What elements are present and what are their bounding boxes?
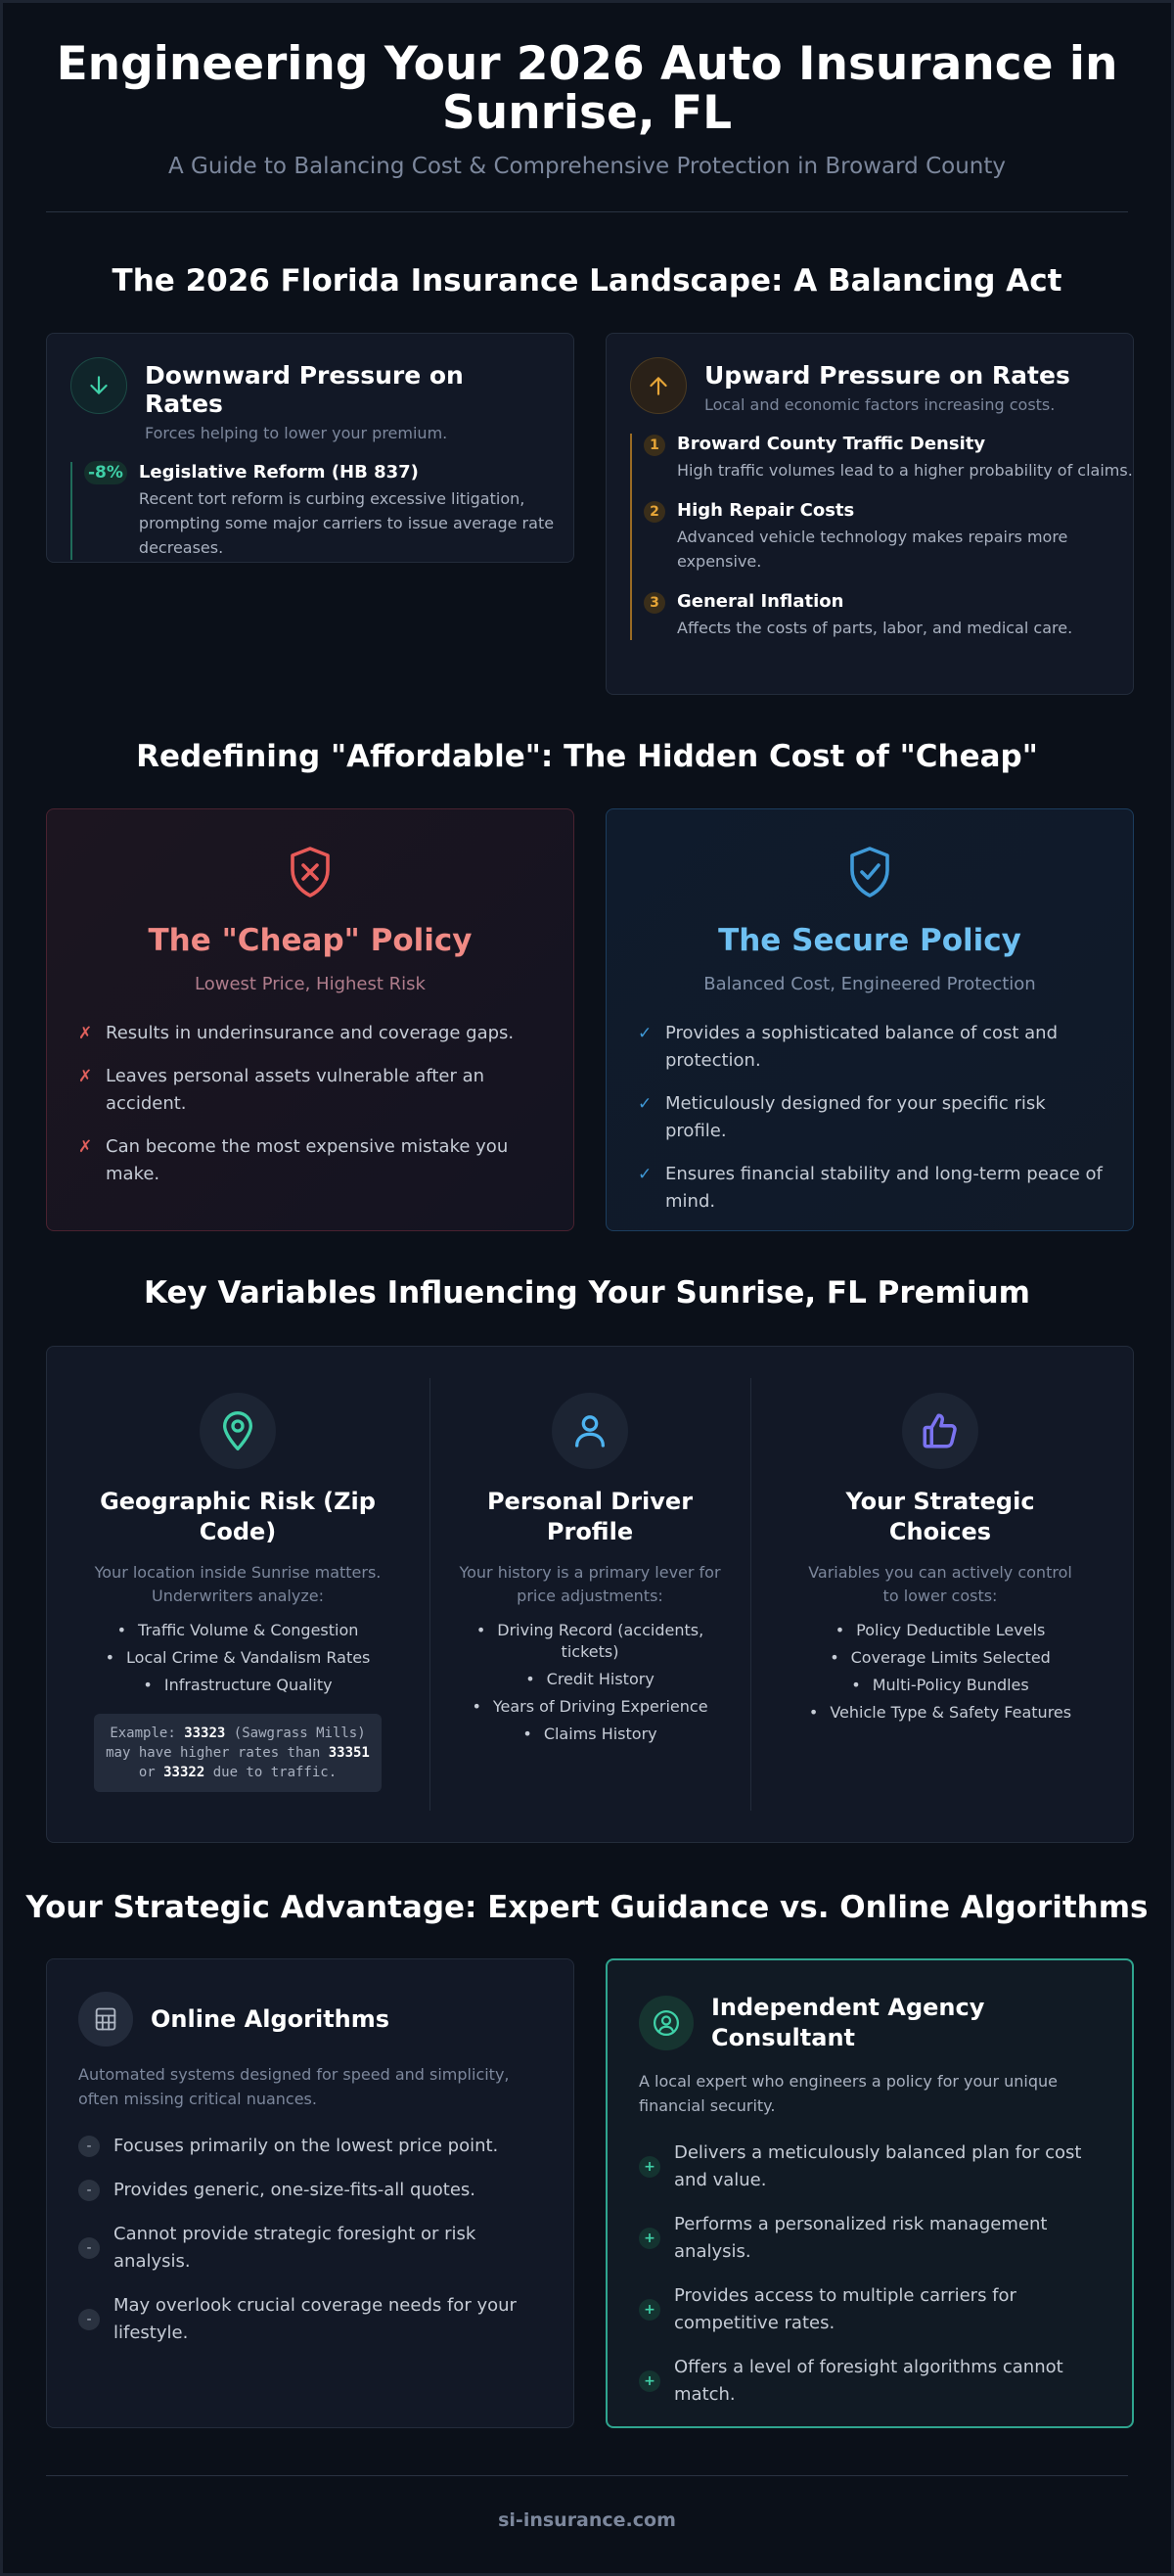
column-divider xyxy=(429,1378,430,1811)
page-title: Engineering Your 2026 Auto Insurance in Sunrise, FL xyxy=(56,37,1118,140)
list-item: • Policy Deductible Levels xyxy=(774,1620,1106,1641)
online-algorithms-description: Automated systems designed for speed and simplicity, often missing critical nuances. xyxy=(78,2065,510,2108)
variable-column-strategic xyxy=(774,1393,1106,1729)
calculator-icon xyxy=(78,1992,133,2047)
list-item: • Multi-Policy Bundles xyxy=(774,1675,1106,1696)
footer-site-link[interactable]: si-insurance.com xyxy=(498,2509,676,2531)
factor-item xyxy=(644,500,1133,574)
list-item: • Credit History xyxy=(453,1669,727,1690)
secure-policy-title: The Secure Policy xyxy=(718,923,1021,958)
independent-agency-list xyxy=(639,2139,1101,2409)
header xyxy=(3,3,1171,179)
independent-agency-title: Independent Agency Consultant xyxy=(711,1994,985,2051)
header-divider xyxy=(46,211,1128,212)
shield-check-icon xyxy=(607,845,1133,903)
minus-icon: - xyxy=(78,2136,100,2157)
list-item: • Infrastructure Quality xyxy=(82,1675,393,1696)
list-item-text: Results in underinsurance and coverage gaps. xyxy=(106,1023,515,1043)
downward-factor-list xyxy=(70,462,573,560)
footer-divider xyxy=(46,2475,1128,2476)
list-item-text: Can become the most expensive mistake you make. xyxy=(106,1136,509,1184)
rate-decrease-badge: -8% xyxy=(84,461,127,484)
downward-pressure-card xyxy=(46,333,574,563)
factor-number-badge: 1 xyxy=(644,435,665,456)
check-mark-icon: ✓ xyxy=(638,1024,653,1043)
example-zip-c: 33322 xyxy=(163,1765,205,1780)
secure-policy-card xyxy=(606,808,1134,1231)
online-algorithms-list xyxy=(78,2133,542,2347)
online-algorithms-title: Online Algorithms xyxy=(151,2004,390,2033)
list-item-text: Focuses primarily on the lowest price point. xyxy=(113,2136,499,2156)
list-item-text: Provides access to multiple carriers for competitive rates. xyxy=(674,2285,1016,2333)
variable-title: Your Strategic Choices xyxy=(845,1488,1035,1545)
list-item-text: Provides generic, one-size-fits-all quotes. xyxy=(113,2180,476,2200)
upward-subtitle: Local and economic factors increasing costs. xyxy=(704,395,1056,414)
example-or: or xyxy=(138,1765,156,1780)
cheap-policy-title: The "Cheap" Policy xyxy=(148,923,473,958)
x-mark-icon: ✗ xyxy=(78,1137,93,1157)
page-subtitle: A Guide to Balancing Cost & Comprehensive Protection in Broward County xyxy=(168,154,1006,179)
section-title-landscape: The 2026 Florida Insurance Landscape: A Balancing Act xyxy=(112,263,1062,299)
upward-pressure-card xyxy=(606,333,1134,695)
list-item: • Years of Driving Experience xyxy=(453,1696,727,1718)
section-title-advantage: Your Strategic Advantage: Expert Guidance vs. Online Algorithms xyxy=(25,1890,1149,1925)
factor-number-badge: 3 xyxy=(644,592,665,614)
example-zip-a-note: (Sawgrass Mills) xyxy=(233,1725,366,1741)
plus-icon: + xyxy=(639,2370,660,2392)
factor-description: Recent tort reform is curbing excessive litigation, prompting some major carriers to issue average rate decreases. xyxy=(138,489,555,557)
list-item: • Claims History xyxy=(453,1724,727,1745)
factor-description: Advanced vehicle technology makes repairs more expensive. xyxy=(677,528,1068,571)
plus-icon: + xyxy=(639,2228,660,2249)
factor-description: Affects the costs of parts, labor, and medical care. xyxy=(677,619,1073,637)
independent-agency-card xyxy=(606,1958,1134,2428)
downward-title: Downward Pressure on Rates xyxy=(145,361,464,418)
check-mark-icon: ✓ xyxy=(638,1094,653,1114)
variable-list xyxy=(453,1620,727,1745)
secure-policy-subtitle: Balanced Cost, Engineered Protection xyxy=(703,974,1036,994)
example-prefix: Example: xyxy=(110,1725,176,1741)
factor-item xyxy=(644,591,1133,640)
variable-column-geographic xyxy=(82,1393,393,1792)
factor-item xyxy=(84,462,573,560)
upward-factor-list xyxy=(630,434,1133,640)
check-mark-icon: ✓ xyxy=(638,1165,653,1184)
user-circle-icon xyxy=(639,1996,694,2050)
variable-description: Your location inside Sunrise matters. Underwriters analyze: xyxy=(94,1563,382,1605)
user-icon xyxy=(552,1393,628,1469)
section-title-affordable: Redefining "Affordable": The Hidden Cost of "Cheap" xyxy=(136,739,1038,774)
list-item xyxy=(78,1133,544,1188)
plus-icon: + xyxy=(639,2156,660,2178)
list-item xyxy=(78,2221,542,2276)
key-variables-card xyxy=(46,1346,1134,1843)
x-mark-icon: ✗ xyxy=(78,1024,93,1043)
list-item-text: Performs a personalized risk management analysis. xyxy=(674,2214,1048,2262)
variable-description: Your history is a primary lever for price adjustments: xyxy=(459,1563,721,1605)
factor-number-badge: 2 xyxy=(644,501,665,523)
factor-item xyxy=(644,434,1133,483)
list-item xyxy=(78,2177,542,2204)
list-item: • Traffic Volume & Congestion xyxy=(82,1620,393,1641)
variable-list xyxy=(774,1620,1106,1724)
list-item: • Coverage Limits Selected xyxy=(774,1647,1106,1669)
factor-title: General Inflation xyxy=(677,591,844,612)
list-item xyxy=(638,1020,1104,1075)
thumbs-up-icon xyxy=(902,1393,978,1469)
example-middle: may have higher rates than xyxy=(106,1745,321,1761)
shield-x-icon xyxy=(47,845,573,903)
downward-subtitle: Forces helping to lower your premium. xyxy=(145,424,448,442)
upward-title: Upward Pressure on Rates xyxy=(704,361,1070,390)
variable-title: Geographic Risk (Zip Code) xyxy=(100,1488,376,1545)
variable-title: Personal Driver Profile xyxy=(486,1488,694,1545)
plus-icon: + xyxy=(639,2299,660,2321)
map-pin-icon xyxy=(200,1393,276,1469)
list-item-text: Provides a sophisticated balance of cost and protection. xyxy=(665,1023,1059,1071)
list-item xyxy=(639,2211,1101,2266)
minus-icon: - xyxy=(78,2180,100,2201)
list-item xyxy=(639,2354,1101,2409)
factor-title: High Repair Costs xyxy=(677,500,855,521)
list-item xyxy=(78,2133,542,2160)
factor-description: High traffic volumes lead to a higher probability of claims. xyxy=(677,461,1133,480)
zip-code-example xyxy=(94,1714,382,1792)
list-item xyxy=(639,2139,1101,2194)
secure-policy-list xyxy=(638,1020,1104,1216)
list-item-text: Cannot provide strategic foresight or risk analysis. xyxy=(113,2224,476,2272)
list-item-text: Delivers a meticulously balanced plan for cost and value. xyxy=(674,2142,1082,2190)
list-item xyxy=(638,1090,1104,1145)
list-item-text: Leaves personal assets vulnerable after an accident. xyxy=(106,1066,485,1114)
list-item-text: Offers a level of foresight algorithms cannot match. xyxy=(674,2357,1063,2405)
minus-icon: - xyxy=(78,2237,100,2259)
factor-title: Broward County Traffic Density xyxy=(677,434,986,454)
factor-title: Legislative Reform (HB 837) xyxy=(138,462,419,483)
variable-list xyxy=(82,1620,393,1696)
arrow-down-icon xyxy=(70,357,127,414)
list-item-text: Meticulously designed for your specific risk profile. xyxy=(665,1093,1046,1141)
example-suffix: due to traffic. xyxy=(212,1765,338,1780)
independent-agency-description: A local expert who engineers a policy for your unique financial security. xyxy=(639,2072,1058,2115)
list-item: • Local Crime & Vandalism Rates xyxy=(82,1647,393,1669)
list-item-text: May overlook crucial coverage needs for your lifestyle. xyxy=(113,2295,517,2343)
list-item xyxy=(78,1020,544,1047)
minus-icon: - xyxy=(78,2309,100,2330)
column-divider xyxy=(750,1378,751,1811)
arrow-up-icon xyxy=(630,357,687,414)
example-zip-b: 33351 xyxy=(328,1745,370,1761)
list-item: • Driving Record (accidents, tickets) xyxy=(453,1620,727,1663)
list-item xyxy=(639,2282,1101,2337)
variable-column-driver xyxy=(453,1393,727,1751)
cheap-policy-list xyxy=(78,1020,544,1188)
list-item xyxy=(78,2292,542,2347)
list-item xyxy=(78,1063,544,1118)
list-item xyxy=(638,1161,1104,1216)
section-title-variables: Key Variables Influencing Your Sunrise, FL Premium xyxy=(144,1275,1030,1311)
list-item-text: Ensures financial stability and long-term peace of mind. xyxy=(665,1164,1103,1212)
example-zip-a: 33323 xyxy=(184,1725,226,1741)
online-algorithms-card xyxy=(46,1958,574,2428)
cheap-policy-subtitle: Lowest Price, Highest Risk xyxy=(195,974,426,994)
list-item: • Vehicle Type & Safety Features xyxy=(774,1702,1106,1724)
cheap-policy-card xyxy=(46,808,574,1231)
variable-description: Variables you can actively control to lower costs: xyxy=(808,1563,1072,1605)
x-mark-icon: ✗ xyxy=(78,1067,93,1086)
